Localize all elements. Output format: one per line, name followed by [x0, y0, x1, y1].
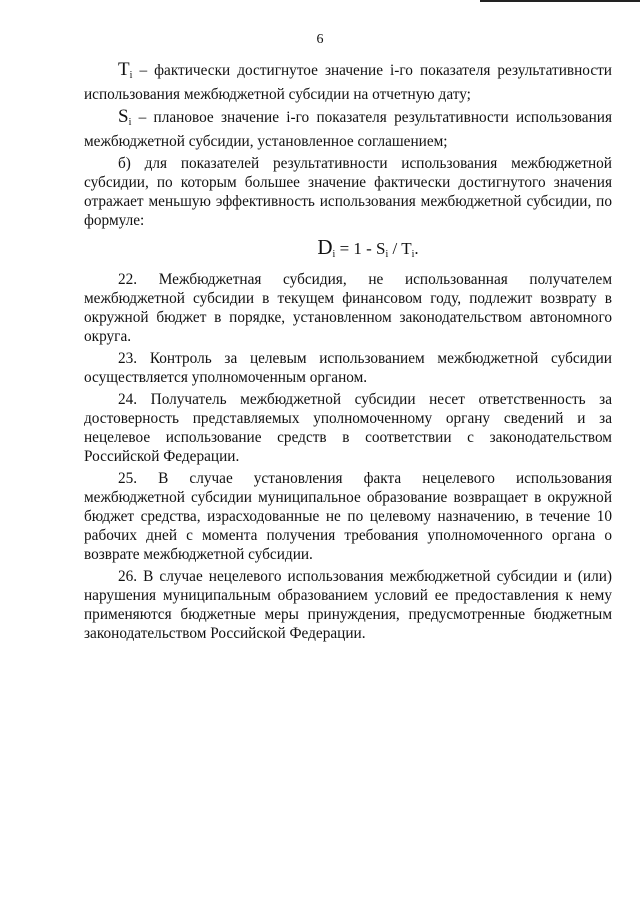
- paragraph-22: 22. Межбюджетная субсидия, не использованная получателем межбюджетной субсидии в текущем финансовом году, подлежит возврату в окружной бюджет в порядке, установленном законодательством автономного округа.: [84, 271, 612, 345]
- symbol-s: S: [118, 106, 129, 127]
- item-b: б) для показателей результативности использования межбюджетной субсидии, по которым большее значение фактически достигнутого значения отражает меньшую эффективность использования межбюджетной субсидии, по формуле:: [84, 155, 612, 229]
- definition-s: [84, 107, 612, 151]
- formula-end: .: [414, 239, 419, 258]
- symbol-t: T: [118, 59, 130, 80]
- formula-s-sub: i: [385, 249, 389, 260]
- paragraph-25: 25. В случае установления факта нецелевого использования межбюджетной субсидии муниципальное образование возвращает в окружной бюджет средства, израсходованные не по целевому назначению, в течение 10 рабочих дней с момента получения требования уполномоченного органа о возврате межбюджетной субсидии.: [84, 470, 612, 563]
- subscript-i: i: [129, 70, 133, 81]
- formula-t-sub: i: [411, 249, 415, 260]
- definition-t-text: – фактически достигнутое значение i-го показателя результативности использования межбюджетной субсидии на отчетную дату;: [84, 62, 612, 103]
- top-rule: [480, 0, 640, 2]
- formula-middle: = 1 - S: [335, 239, 386, 258]
- definition-s-text: – плановое значение i-го показателя результативности использования межбюджетной субсидии, установленное соглашением;: [84, 109, 612, 150]
- paragraph-23: 23. Контроль за целевым использованием межбюджетной субсидии осуществляется уполномоченным органом.: [84, 350, 612, 386]
- page-number: 6: [316, 32, 324, 47]
- formula-d-sub: i: [332, 249, 336, 260]
- document-body: [84, 60, 612, 646]
- definition-t: [84, 60, 612, 104]
- subscript-i: i: [128, 117, 132, 128]
- formula-d: D: [317, 235, 333, 259]
- paragraph-24: 24. Получатель межбюджетной субсидии несет ответственность за достоверность представляемых уполномоченному органу сведений и за нецелевое использование средств в соответствии с законодательством Российской Федерации.: [84, 391, 612, 465]
- paragraph-26: 26. В случае нецелевого использования межбюджетной субсидии и (или) нарушения муниципальным образованием условий ее предоставления к нему применяются бюджетные меры принуждения, предусмотренные бюджетным законодательством Российской Федерации.: [84, 568, 612, 642]
- formula: [84, 235, 612, 264]
- formula-slash: / T: [388, 239, 412, 258]
